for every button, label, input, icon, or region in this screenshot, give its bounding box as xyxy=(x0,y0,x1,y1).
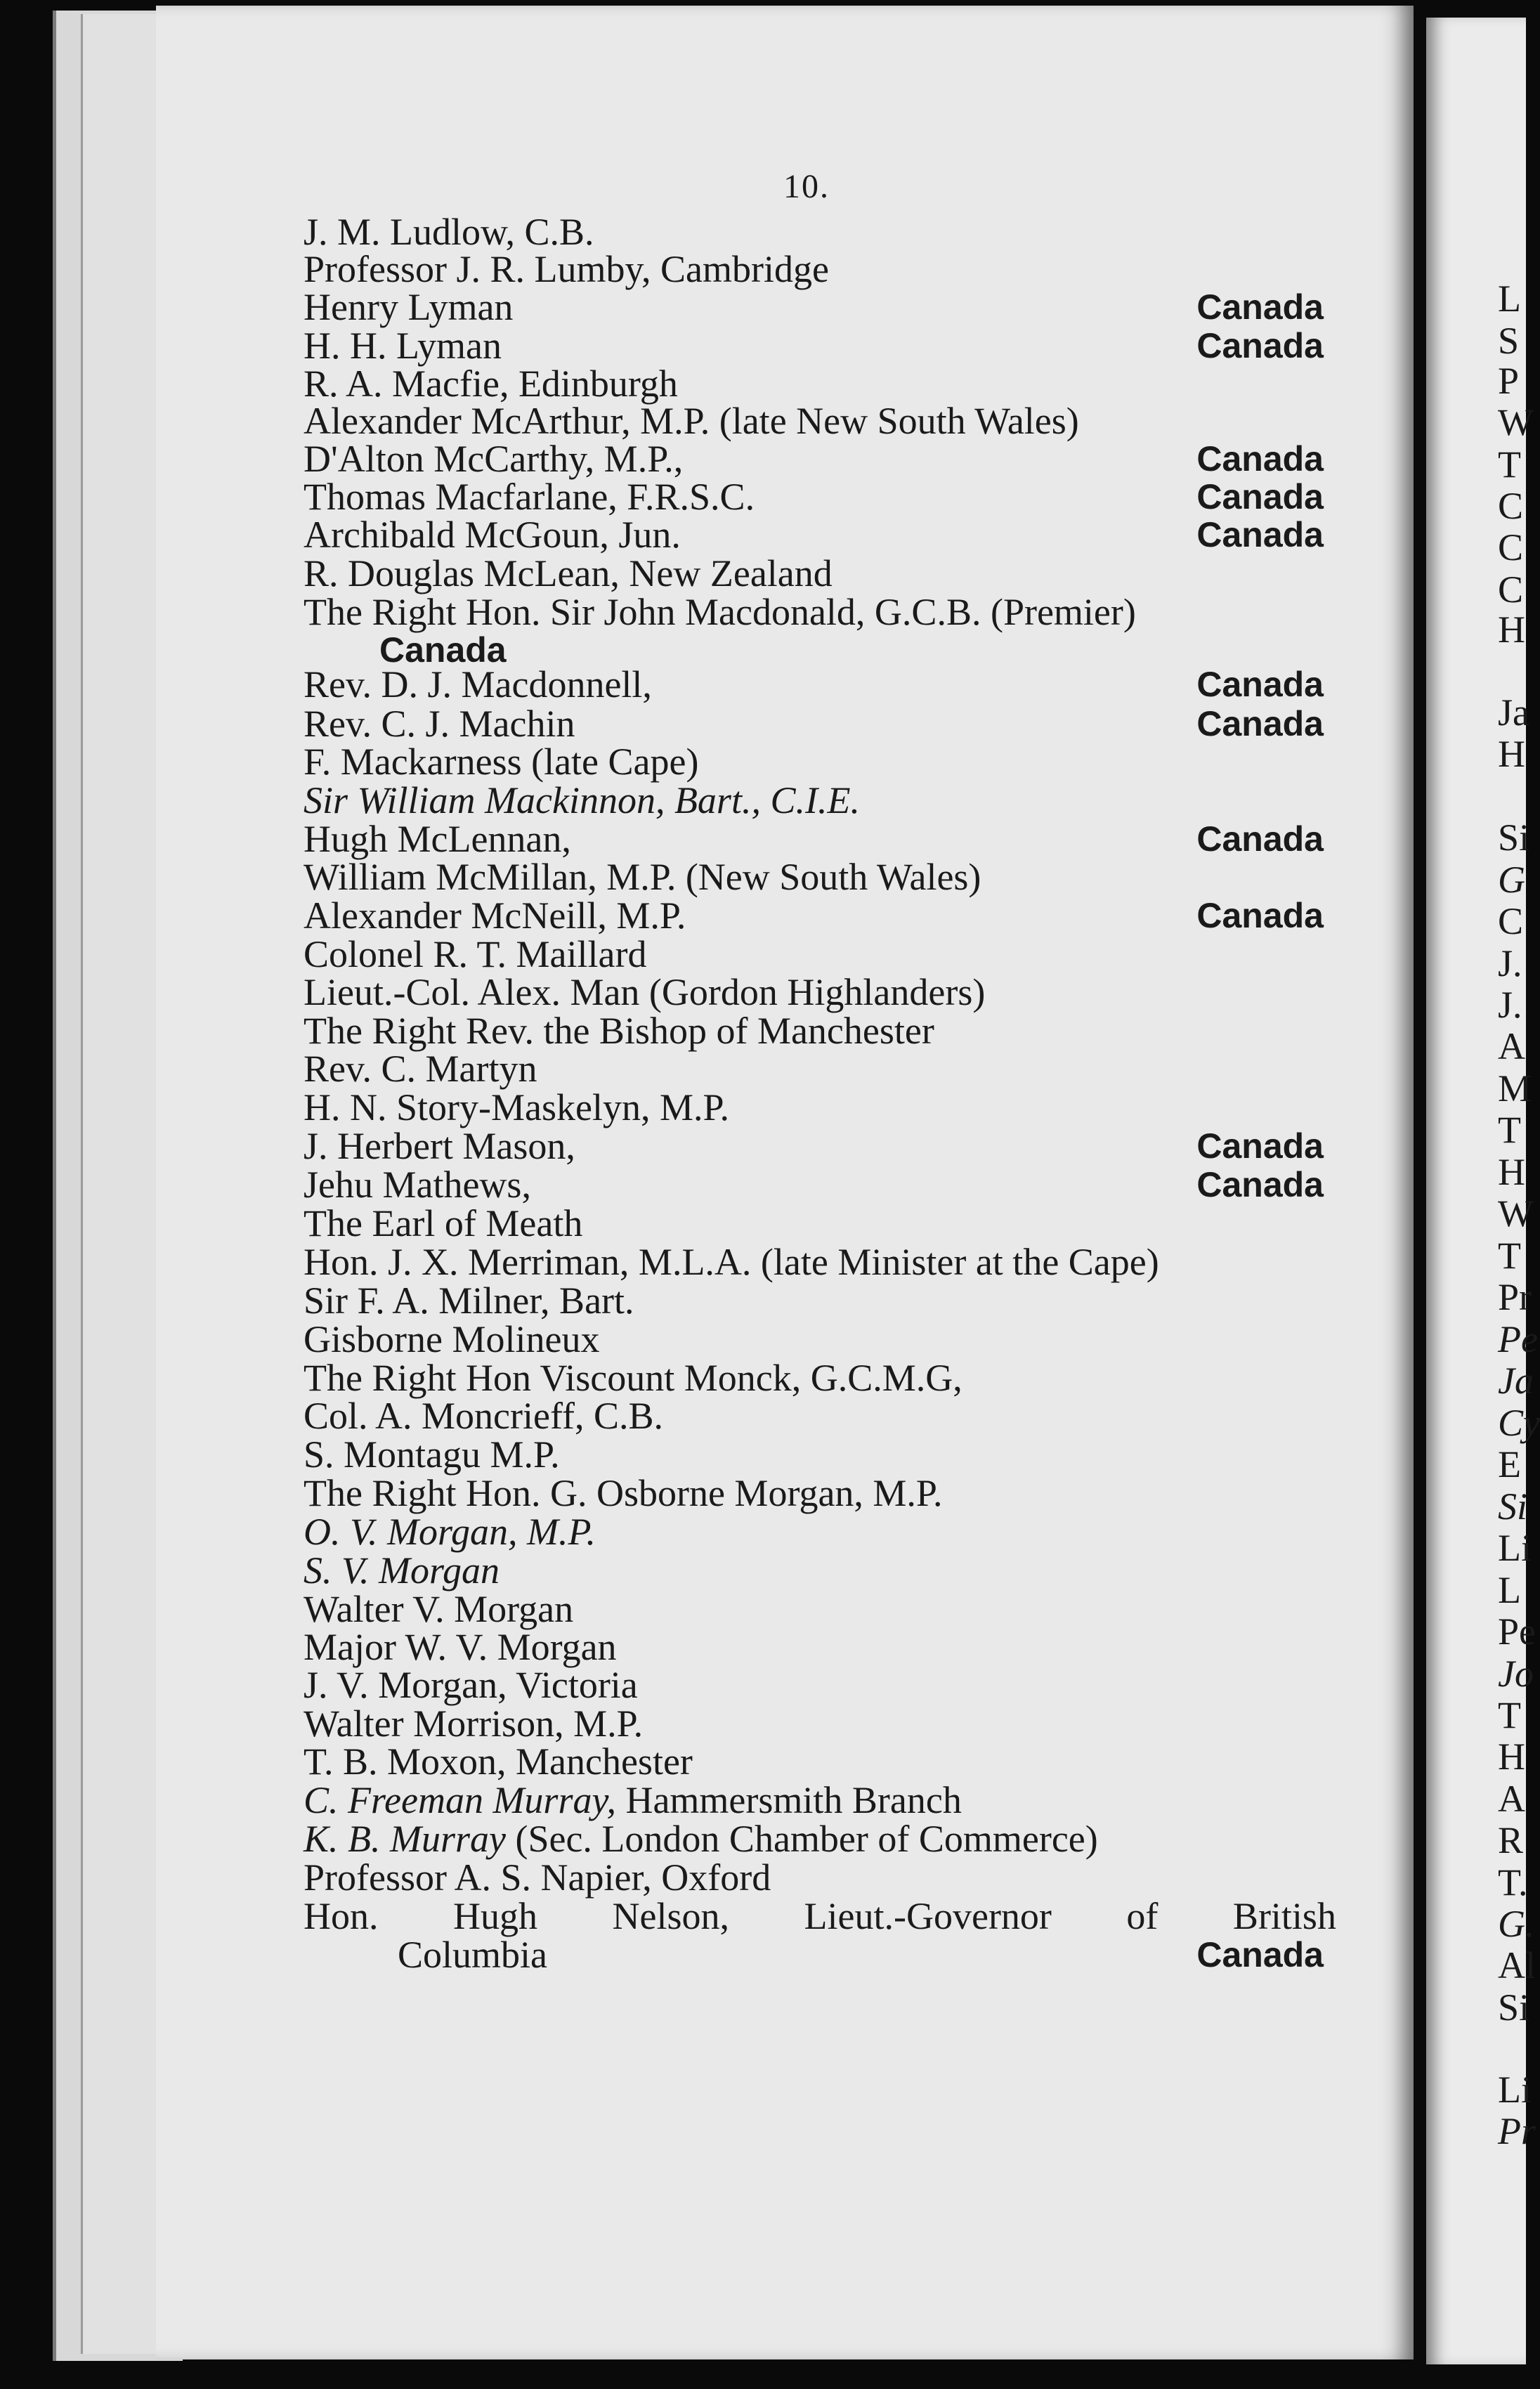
right-page-fragment: Si xyxy=(1498,1485,1528,1528)
member-entry xyxy=(304,1241,1343,1283)
right-page-fragment: G xyxy=(1498,859,1525,901)
member-name-italic: C. Freeman Murray, xyxy=(304,1779,616,1821)
member-name-text: Columbia xyxy=(398,1934,547,1976)
member-name xyxy=(304,1549,500,1591)
member-name-word: Nelson, xyxy=(612,1895,730,1937)
right-page-fragment: Li xyxy=(1498,2069,1532,2111)
page-number: 10. xyxy=(783,168,830,205)
member-name-italic: O. V. Morgan, M.P. xyxy=(304,1511,596,1553)
member-entry xyxy=(304,476,1343,518)
member-name xyxy=(304,1856,771,1899)
member-name xyxy=(304,1125,575,1167)
right-page-fragment: A xyxy=(1498,1778,1525,1820)
member-entry xyxy=(304,1395,1343,1437)
member-entry xyxy=(304,1626,1343,1668)
member-name-text: Walter Morrison, M.P. xyxy=(304,1703,644,1745)
member-name xyxy=(304,703,575,745)
member-name xyxy=(304,1472,942,1514)
member-name xyxy=(304,1588,573,1630)
member-name-text: Professor J. R. Lumby, Cambridge xyxy=(304,248,829,290)
member-name-rest: (Sec. London Chamber of Commerce) xyxy=(505,1818,1098,1860)
member-name xyxy=(304,663,652,705)
right-page-fragment: H xyxy=(1498,1151,1525,1193)
member-name-text: Gisborne Molineux xyxy=(304,1318,600,1360)
member-entry xyxy=(304,1318,1343,1360)
member-name-word: Lieut.-Governor xyxy=(804,1895,1052,1937)
member-name-text: S. Montagu M.P. xyxy=(304,1433,560,1476)
member-region: Canada xyxy=(1196,439,1324,479)
member-entry xyxy=(304,1086,1343,1128)
right-page-fragment: Ja xyxy=(1498,1360,1534,1402)
member-name xyxy=(304,248,829,290)
member-name-text: J. Herbert Mason, xyxy=(304,1125,575,1167)
member-name xyxy=(304,1395,663,1437)
member-region: Canada xyxy=(1196,819,1324,859)
member-name xyxy=(304,1818,1098,1860)
right-page-fragment: C xyxy=(1498,900,1524,942)
right-page-fragment: C xyxy=(1498,485,1524,527)
member-entry xyxy=(304,1164,1343,1206)
member-entry xyxy=(304,1125,1343,1167)
member-entry xyxy=(304,1048,1343,1090)
right-page-fragment: M xyxy=(1498,1067,1532,1109)
member-name-text: The Earl of Meath xyxy=(304,1202,583,1244)
member-name-text: Thomas Macfarlane, F.R.S.C. xyxy=(304,476,755,518)
member-name xyxy=(304,1086,729,1128)
member-region: Canada xyxy=(1196,1935,1324,1974)
member-name-text: Col. A. Moncrieff, C.B. xyxy=(304,1395,663,1437)
member-entry xyxy=(304,363,1343,405)
member-entry xyxy=(304,1588,1343,1630)
member-name xyxy=(304,1511,596,1553)
member-name-text: Professor A. S. Napier, Oxford xyxy=(304,1856,771,1899)
right-page-fragment: Si xyxy=(1498,816,1530,859)
member-name-text: D'Alton McCarthy, M.P., xyxy=(304,438,684,480)
member-entry xyxy=(304,248,1343,290)
member-entry xyxy=(304,1280,1343,1322)
member-name-text: Alexander McArthur, M.P. (late New South Wales) xyxy=(304,400,1079,442)
member-name xyxy=(304,325,502,367)
right-page-fragment: Jo xyxy=(1498,1653,1534,1695)
member-name-text: Alexander McNeill, M.P. xyxy=(304,894,686,937)
member-name-text: The Right Hon Viscount Monck, G.C.M.G, xyxy=(304,1357,962,1399)
member-name xyxy=(304,211,594,253)
member-entry xyxy=(304,818,1343,860)
member-name-text: J. M. Ludlow, C.B. xyxy=(304,211,594,253)
member-region: Canada xyxy=(1196,1165,1324,1204)
member-name xyxy=(304,1164,531,1206)
right-page-fragment: P xyxy=(1498,360,1520,402)
right-page-fragment: C xyxy=(1498,526,1524,568)
right-page-fragment: Si xyxy=(1498,1986,1530,2029)
member-name xyxy=(304,1241,1159,1283)
member-entry xyxy=(304,1856,1343,1899)
right-page-fragment: A xyxy=(1498,1025,1525,1067)
right-page-fragment: T. xyxy=(1498,1861,1528,1903)
right-page-fragment: H xyxy=(1498,608,1525,651)
member-entry xyxy=(304,1818,1343,1860)
member-region: Canada xyxy=(1196,665,1324,704)
member-entry xyxy=(304,894,1343,937)
right-page-fragment: R xyxy=(1498,1819,1524,1861)
member-name xyxy=(304,1626,617,1668)
right-page-fragment: J. xyxy=(1498,942,1522,984)
member-entry xyxy=(304,325,1343,367)
member-name xyxy=(304,1895,1336,1937)
member-name-text: H. N. Story-Maskelyn, M.P. xyxy=(304,1086,730,1128)
member-name xyxy=(304,591,1136,633)
member-name-text: R. Douglas McLean, New Zealand xyxy=(304,552,833,594)
right-page-fragment: L xyxy=(1498,1569,1521,1611)
right-page-fragment: W xyxy=(1498,401,1534,443)
right-page-fragment: T xyxy=(1498,443,1521,486)
member-entry xyxy=(304,1664,1343,1706)
member-name-text: Archibald McGoun, Jun. xyxy=(304,514,681,556)
member-name-text: R. A. Macfie, Edinburgh xyxy=(304,363,678,405)
member-region: Canada xyxy=(1196,896,1324,935)
member-entry xyxy=(304,1357,1343,1399)
member-entry xyxy=(304,1779,1343,1821)
member-region: Canada xyxy=(1196,515,1324,554)
right-page-fragment: H xyxy=(1498,1736,1525,1778)
member-name xyxy=(304,1048,537,1090)
member-name-word: British xyxy=(1232,1895,1336,1937)
member-entry xyxy=(304,741,1343,783)
member-name-text: Hon. J. X. Merriman, M.L.A. (late Minister at the Cape) xyxy=(304,1241,1159,1283)
member-name-text: The Right Rev. the Bishop of Manchester xyxy=(304,1010,934,1052)
member-entry xyxy=(304,552,1343,594)
member-entry xyxy=(304,1740,1343,1783)
member-name-rest: Hammersmith Branch xyxy=(615,1779,962,1821)
member-name-text: The Right Hon. Sir John Macdonald, G.C.B. (Premier) xyxy=(304,591,1136,633)
member-name xyxy=(304,1318,599,1360)
right-page-fragment: T xyxy=(1498,1235,1521,1277)
member-name xyxy=(304,552,833,594)
member-entry xyxy=(304,1202,1343,1244)
right-page-fragment: Ja xyxy=(1498,691,1529,734)
right-page-fragment: S xyxy=(1498,320,1520,362)
member-name xyxy=(304,1202,582,1244)
member-entry xyxy=(304,1010,1343,1052)
right-page-fragment: E xyxy=(1498,1443,1521,1485)
member-entry xyxy=(304,856,1343,898)
member-name-text: Lieut.-Col. Alex. Man (Gordon Highlanders) xyxy=(304,971,986,1013)
member-entry xyxy=(304,591,1343,633)
right-page-fragment: J. xyxy=(1498,984,1522,1026)
member-name-text: The Right Hon. G. Osborne Morgan, M.P. xyxy=(304,1472,943,1514)
member-region: Canada xyxy=(1196,326,1324,365)
member-name-text: H. H. Lyman xyxy=(304,325,502,367)
member-entry xyxy=(304,779,1343,821)
member-entry xyxy=(398,1934,1437,1976)
member-name xyxy=(304,400,1079,442)
member-name-text: Sir F. A. Milner, Bart. xyxy=(304,1280,634,1322)
right-page-fragment: C xyxy=(1498,568,1524,611)
member-name-text: Jehu Mathews, xyxy=(304,1164,531,1206)
member-name-text: Colonel R. T. Maillard xyxy=(304,933,647,975)
right-page-fragment: T xyxy=(1498,1109,1521,1151)
member-name-text: Rev. C. J. Machin xyxy=(304,703,575,745)
right-page-fragment: Li xyxy=(1498,1527,1532,1569)
member-name-text: Rev. C. Martyn xyxy=(304,1048,537,1090)
member-name-word: of xyxy=(1126,1895,1159,1937)
member-entry xyxy=(304,971,1343,1013)
member-name xyxy=(304,741,698,783)
member-entry xyxy=(304,211,1343,253)
member-name-text: Major W. V. Morgan xyxy=(304,1626,617,1668)
right-page-fragment: Pe xyxy=(1498,1610,1536,1653)
member-entry xyxy=(304,1895,1336,1937)
member-entry xyxy=(304,933,1343,975)
member-name-text: Henry Lyman xyxy=(304,286,514,328)
member-name xyxy=(304,1433,560,1476)
right-page-fragment: Pr xyxy=(1498,1276,1532,1318)
member-entry xyxy=(304,1703,1343,1745)
member-name-text: Hugh McLennan, xyxy=(304,818,571,860)
member-region: Canada xyxy=(1196,287,1324,327)
member-entry xyxy=(304,286,1343,328)
member-name xyxy=(304,1664,638,1706)
member-name-text: J. V. Morgan, Victoria xyxy=(304,1664,638,1706)
member-name xyxy=(304,779,860,821)
member-name xyxy=(304,1703,643,1745)
member-name-text: Rev. D. J. Macdonnell, xyxy=(304,663,652,705)
member-name xyxy=(304,514,681,556)
page-stack-edge-inner xyxy=(81,14,167,2354)
member-name xyxy=(304,856,981,898)
member-region: Canada xyxy=(1196,1126,1324,1166)
member-entry xyxy=(304,1511,1343,1553)
member-entry xyxy=(304,1549,1343,1591)
right-page-fragment: Pe xyxy=(1498,1318,1538,1360)
member-name xyxy=(304,286,513,328)
member-name xyxy=(304,476,755,518)
member-region: Canada xyxy=(1196,477,1324,516)
right-page-fragment: L xyxy=(1498,278,1521,320)
right-page-fragment: W xyxy=(1498,1192,1534,1235)
member-entry xyxy=(304,1433,1343,1476)
right-page-fragment: T xyxy=(1498,1694,1521,1736)
member-name-text: T. B. Moxon, Manchester xyxy=(304,1740,693,1783)
right-page-fragment: H xyxy=(1498,733,1525,775)
member-region: Canada xyxy=(1196,704,1324,743)
member-name-text: F. Mackarness (late Cape) xyxy=(304,741,699,783)
right-page-fragment: Pr xyxy=(1498,2110,1536,2152)
member-name-text: Walter V. Morgan xyxy=(304,1588,574,1630)
member-name xyxy=(304,818,571,860)
member-name-italic: Sir William Mackinnon, Bart., C.I.E. xyxy=(304,779,860,821)
member-entry xyxy=(304,514,1343,556)
member-name-italic: K. B. Murray xyxy=(304,1818,506,1860)
member-name xyxy=(304,1779,962,1821)
member-region-inline: Canada xyxy=(379,630,507,670)
member-entry xyxy=(304,1472,1343,1514)
member-name-italic: S. V. Morgan xyxy=(304,1549,500,1591)
member-name xyxy=(398,1934,547,1976)
member-name-word: Hugh xyxy=(453,1895,538,1937)
member-name xyxy=(304,363,678,405)
member-name xyxy=(304,971,985,1013)
member-entry xyxy=(304,400,1343,442)
member-name xyxy=(304,933,646,975)
member-name xyxy=(304,1010,934,1052)
member-name-word: Hon. xyxy=(304,1895,379,1937)
right-page-fragment: Al xyxy=(1498,1944,1536,1986)
member-name xyxy=(304,1357,962,1399)
member-entry xyxy=(304,663,1343,705)
member-name-text: William McMillan, M.P. (New South Wales) xyxy=(304,856,981,898)
member-entry xyxy=(304,438,1343,480)
member-name xyxy=(304,894,686,937)
member-name xyxy=(304,438,683,480)
right-page-fragment: G. xyxy=(1498,1903,1535,1945)
member-name xyxy=(304,1280,634,1322)
right-page-fragment: Cy xyxy=(1498,1402,1540,1444)
member-name xyxy=(304,1740,693,1783)
member-entry xyxy=(304,703,1343,745)
